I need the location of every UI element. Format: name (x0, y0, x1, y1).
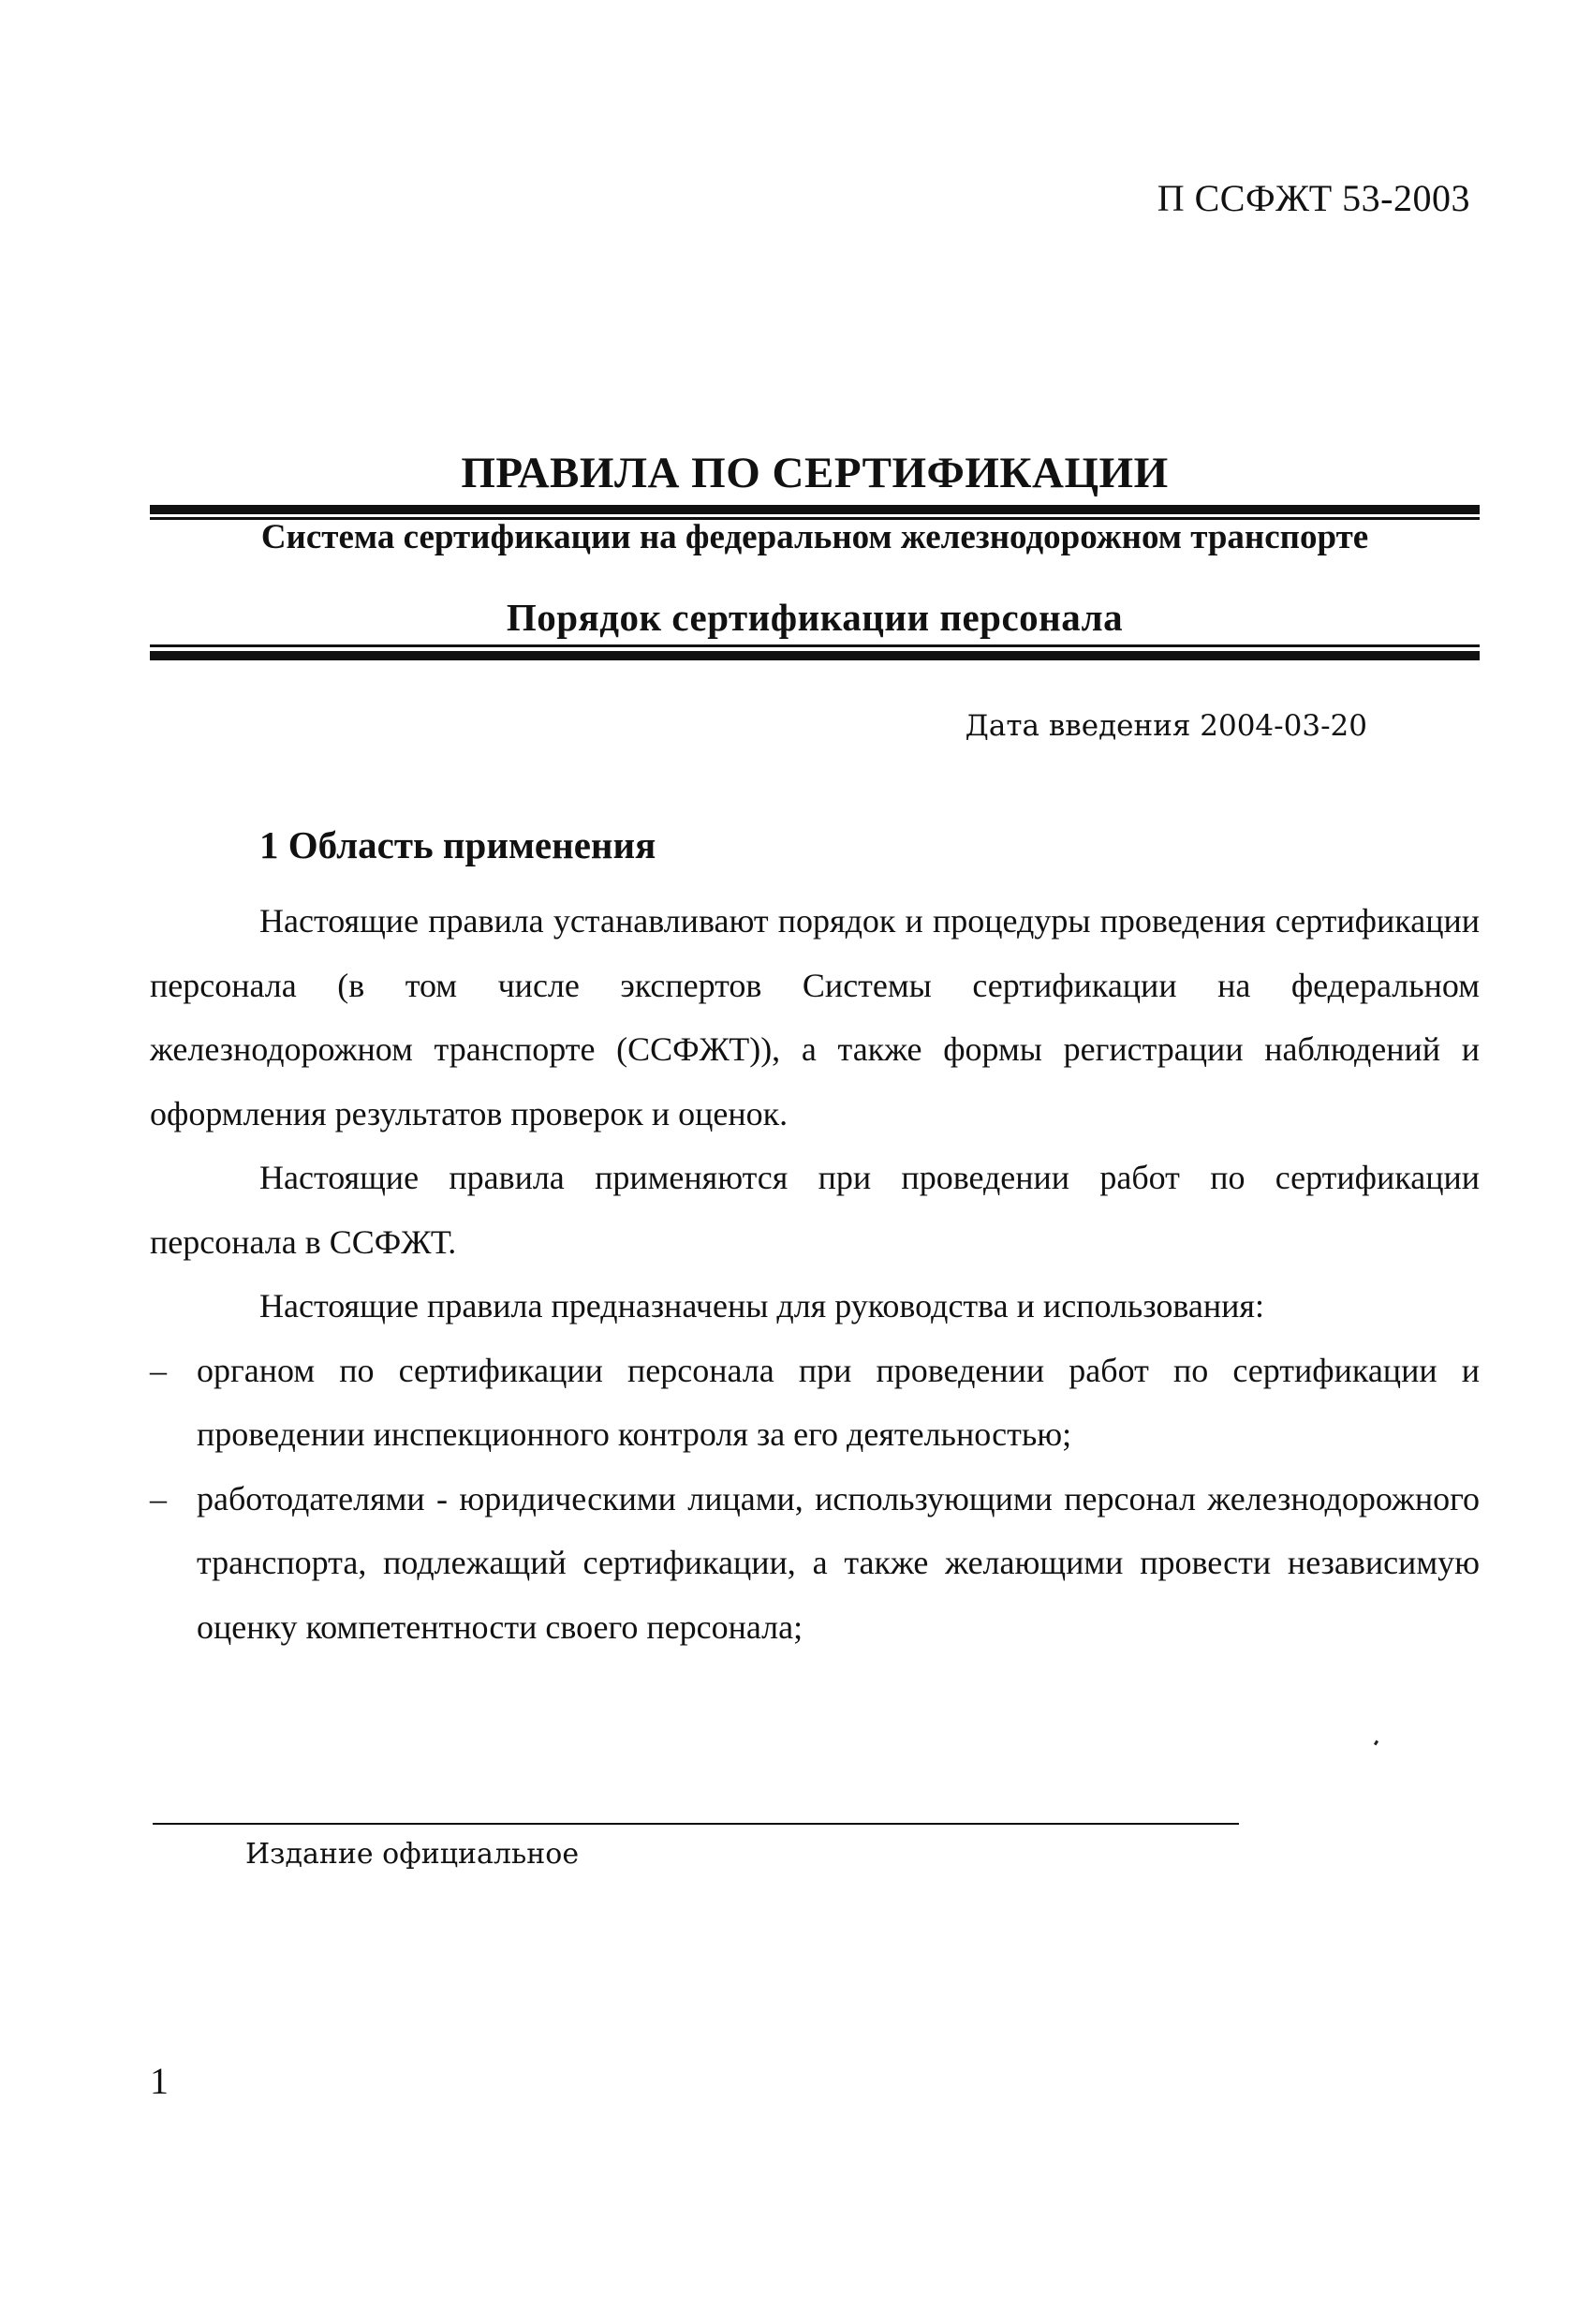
subtitle-rule-thin (150, 644, 1480, 647)
scan-speck (1374, 1740, 1378, 1746)
subtitle-rule-thick (150, 651, 1480, 660)
paragraph: Настоящие правила применяются при проведении работ по сертификации персонала в ССФЖТ. (150, 1159, 1480, 1261)
document-title: ПРАВИЛА ПО СЕРТИФИКАЦИИ (461, 449, 1169, 497)
usage-list (150, 1339, 1480, 1660)
list-dash: – (150, 1479, 167, 1517)
system-subtitle: Система сертификации на федеральном железнодорожном транспорте (260, 518, 1369, 556)
list-item-text: органом по сертификации персонала при проведении работ по сертификации и проведении инспекционного контроля за его деятельностью; (197, 1351, 1480, 1453)
section-heading: 1 Область применения (259, 823, 656, 866)
section-body (150, 889, 1480, 1659)
list-item-text: работодателями - юридическими лицами, использующими персонал железнодорожного транспорта, подлежащий сертификации, а также желающими провести независимую оценку компетентности своего персонала; (197, 1479, 1480, 1646)
list-item (150, 1467, 1480, 1660)
footnote: Издание официальное (245, 1838, 580, 1871)
title-rule-thick (150, 505, 1480, 514)
list-item (150, 1339, 1480, 1467)
introduction-date: Дата введения 2004-03-20 (965, 709, 1367, 743)
paragraph: Настоящие правила предназначены для руководства и использования: (259, 1287, 1264, 1325)
list-dash: – (150, 1351, 167, 1389)
document-subtitle: Порядок сертификации персонала (506, 596, 1124, 639)
page-number: 1 (150, 2060, 169, 2102)
paragraph: Настоящие правила устанавливают порядок и процедуры проведения сертификации персонала (в том числе экспертов Системы сертификации на федеральном железнодорожном транспорте (ССФЖТ)), а также формы регистрации наблюдений и оформления результатов проверок и оценок. (150, 902, 1480, 1132)
document-code: П ССФЖТ 53-2003 (1157, 177, 1470, 219)
footnote-rule (153, 1823, 1239, 1825)
